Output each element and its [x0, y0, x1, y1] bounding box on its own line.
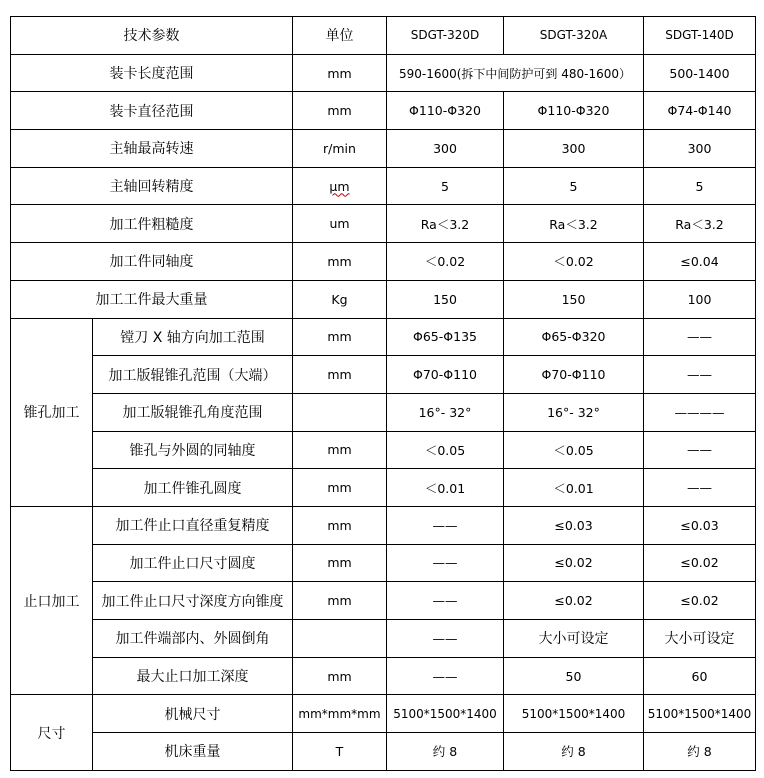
unit-cell: mm*mm*mm	[293, 695, 387, 733]
group-label-size: 尺寸	[11, 695, 93, 770]
header-model-3: SDGT-140D	[644, 17, 756, 55]
value-cell: ≤0.02	[644, 582, 756, 620]
unit-cell: r/min	[293, 130, 387, 168]
value-cell: 500-1400	[644, 54, 756, 92]
unit-cell: mm	[293, 431, 387, 469]
value-cell: 约 8	[644, 733, 756, 771]
header-model-1: SDGT-320D	[387, 17, 504, 55]
unit-cell: mm	[293, 657, 387, 695]
value-cell: 5100*1500*1400	[387, 695, 504, 733]
group-label-cone: 锥孔加工	[11, 318, 93, 506]
value-cell: Φ110-Φ320	[387, 92, 504, 130]
value-cell: ≤0.04	[644, 243, 756, 281]
merged-value-cell: 590-1600(拆下中间防护可到 480-1600）	[387, 54, 644, 92]
value-cell: ——	[644, 318, 756, 356]
value-cell: 约 8	[387, 733, 504, 771]
value-cell: 300	[504, 130, 644, 168]
table-row	[11, 657, 756, 695]
value-cell: 大小可设定	[644, 620, 756, 658]
param-label: 机床重量	[93, 733, 293, 771]
value-cell: 5	[387, 167, 504, 205]
value-cell: Φ65-Φ320	[504, 318, 644, 356]
unit-cell	[293, 393, 387, 431]
value-cell: 300	[387, 130, 504, 168]
param-label: 加工工件最大重量	[11, 280, 293, 318]
value-cell: 约 8	[504, 733, 644, 771]
value-cell: ＜0.01	[504, 469, 644, 507]
table-row	[11, 620, 756, 658]
value-cell: 150	[504, 280, 644, 318]
header-unit: 单位	[293, 17, 387, 55]
value-cell: ≤0.03	[644, 506, 756, 544]
value-cell: 16°- 32°	[504, 393, 644, 431]
value-cell: 5	[644, 167, 756, 205]
value-cell: ≤0.03	[504, 506, 644, 544]
value-cell: ＜0.02	[387, 243, 504, 281]
group-label-spigot: 止口加工	[11, 506, 93, 694]
table-row	[11, 92, 756, 130]
value-cell: ＜0.05	[387, 431, 504, 469]
table-row	[11, 431, 756, 469]
table-row	[11, 243, 756, 281]
param-label: 加工件同轴度	[11, 243, 293, 281]
unit-cell: mm	[293, 54, 387, 92]
table-row	[11, 167, 756, 205]
value-cell: 300	[644, 130, 756, 168]
table-row	[11, 280, 756, 318]
value-cell: Ra＜3.2	[504, 205, 644, 243]
value-cell: Φ70-Φ110	[504, 356, 644, 394]
table-row	[11, 356, 756, 394]
param-label: 加工件锥孔圆度	[93, 469, 293, 507]
unit-cell: mm	[293, 92, 387, 130]
value-cell: ＜0.01	[387, 469, 504, 507]
param-label: 加工版辊锥孔范围（大端）	[93, 356, 293, 394]
param-label: 最大止口加工深度	[93, 657, 293, 695]
param-label: 加工版辊锥孔角度范围	[93, 393, 293, 431]
spec-table	[10, 16, 756, 771]
unit-cell: mm	[293, 544, 387, 582]
value-cell: ——	[387, 544, 504, 582]
value-cell: ——	[644, 431, 756, 469]
param-label: 加工件端部内、外圆倒角	[93, 620, 293, 658]
unit-cell: mm	[293, 506, 387, 544]
value-cell: 5100*1500*1400	[644, 695, 756, 733]
value-cell: Ra＜3.2	[387, 205, 504, 243]
table-row	[11, 318, 756, 356]
unit-cell: mm	[293, 469, 387, 507]
header-row	[11, 17, 756, 55]
value-cell: 50	[504, 657, 644, 695]
table-row	[11, 733, 756, 771]
value-cell: 150	[387, 280, 504, 318]
unit-text: μm	[329, 178, 350, 194]
value-cell: ≤0.02	[644, 544, 756, 582]
table-row	[11, 393, 756, 431]
param-label: 镗刀 X 轴方向加工范围	[93, 318, 293, 356]
param-label: 主轴最高转速	[11, 130, 293, 168]
header-param: 技术参数	[11, 17, 293, 55]
value-cell: ————	[644, 393, 756, 431]
table-row	[11, 582, 756, 620]
value-cell: Φ74-Φ140	[644, 92, 756, 130]
table-row	[11, 695, 756, 733]
unit-cell: T	[293, 733, 387, 771]
unit-cell: Kg	[293, 280, 387, 318]
value-cell: 5	[504, 167, 644, 205]
param-label: 装卡长度范围	[11, 54, 293, 92]
param-label: 加工件止口直径重复精度	[93, 506, 293, 544]
table-row	[11, 469, 756, 507]
table-row	[11, 130, 756, 168]
header-model-2: SDGT-320A	[504, 17, 644, 55]
value-cell: ——	[644, 469, 756, 507]
param-label: 装卡直径范围	[11, 92, 293, 130]
table-row	[11, 54, 756, 92]
unit-cell: mm	[293, 243, 387, 281]
value-cell: ≤0.02	[504, 544, 644, 582]
unit-cell: mm	[293, 582, 387, 620]
value-cell: 100	[644, 280, 756, 318]
value-cell: ——	[387, 506, 504, 544]
value-cell: 大小可设定	[504, 620, 644, 658]
unit-cell: mm	[293, 318, 387, 356]
value-cell: 5100*1500*1400	[504, 695, 644, 733]
value-cell: ——	[644, 356, 756, 394]
value-cell: 60	[644, 657, 756, 695]
value-cell: ≤0.02	[504, 582, 644, 620]
param-label: 机械尺寸	[93, 695, 293, 733]
unit-cell	[293, 620, 387, 658]
value-cell: Ra＜3.2	[644, 205, 756, 243]
param-label: 锥孔与外圆的同轴度	[93, 431, 293, 469]
table-row	[11, 205, 756, 243]
table-row	[11, 506, 756, 544]
param-label: 加工件粗糙度	[11, 205, 293, 243]
param-label: 加工件止口尺寸深度方向锥度	[93, 582, 293, 620]
unit-cell: mm	[293, 356, 387, 394]
value-cell: ＜0.02	[504, 243, 644, 281]
value-cell: ——	[387, 657, 504, 695]
param-label: 加工件止口尺寸圆度	[93, 544, 293, 582]
value-cell: ——	[387, 582, 504, 620]
value-cell: 16°- 32°	[387, 393, 504, 431]
table-row	[11, 544, 756, 582]
value-cell: Φ70-Φ110	[387, 356, 504, 394]
value-cell: ＜0.05	[504, 431, 644, 469]
unit-cell	[293, 167, 387, 205]
unit-cell: um	[293, 205, 387, 243]
param-label: 主轴回转精度	[11, 167, 293, 205]
value-cell: Φ65-Φ135	[387, 318, 504, 356]
value-cell: ——	[387, 620, 504, 658]
value-cell: Φ110-Φ320	[504, 92, 644, 130]
